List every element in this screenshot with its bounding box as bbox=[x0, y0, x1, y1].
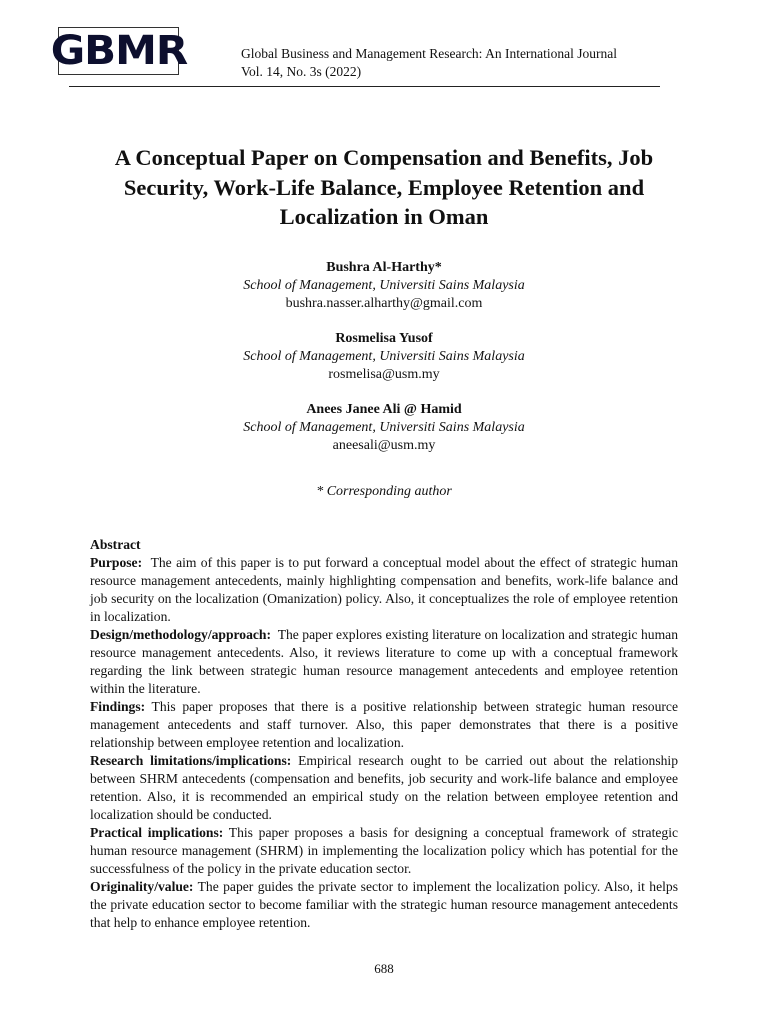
journal-header bbox=[241, 45, 617, 81]
journal-name: Global Business and Management Research: An International Journal bbox=[241, 46, 618, 61]
author-block bbox=[84, 330, 684, 384]
author-email: rosmelisa@usm.my bbox=[328, 367, 440, 382]
abstract-originality bbox=[90, 878, 678, 932]
section-text: The paper explores existing literature on localization and strategic human resource management antecedents. Also, it reviews literature to come up with a conceptual framework regarding the link between strategic human resource management antecedents and employee retention within the literature. bbox=[90, 627, 678, 696]
logo-text: GBMR bbox=[50, 28, 187, 74]
author-name: Rosmelisa Yusof bbox=[335, 331, 433, 346]
author-email: aneesali@usm.my bbox=[332, 438, 436, 453]
author-affiliation: School of Management, Universiti Sains Malaysia bbox=[243, 278, 525, 293]
section-text: This paper proposes a basis for designing a conceptual framework of strategic human resource management (SHRM) in implementing the localization policy which has potential for the successfulness of the policy in the private education sector. bbox=[90, 825, 679, 876]
author-affiliation: School of Management, Universiti Sains Malaysia bbox=[243, 420, 525, 435]
author-list bbox=[84, 259, 684, 472]
author-name: Anees Janee Ali @ Hamid bbox=[306, 402, 462, 417]
corresponding-author-note: * Corresponding author bbox=[316, 484, 452, 499]
section-text: Empirical research ought to be carried out about the relationship between SHRM antecedents (compensation and benefits, job security and work-life balance and employee retention. Also, it is recommended an empirical study on the relation between employee retention and localization should be conducted. bbox=[90, 753, 678, 822]
abstract-limitations bbox=[90, 752, 678, 824]
journal-volume: Vol. 14, No. 3s (2022) bbox=[241, 64, 362, 79]
abstract-purpose bbox=[90, 554, 678, 626]
author-affiliation: School of Management, Universiti Sains Malaysia bbox=[243, 349, 525, 364]
author-block bbox=[84, 401, 684, 455]
section-text: The paper guides the private sector to implement the localization policy. Also, it helps the private education sector to become familiar with the strategic human resource management antecedents that help to enhance employee retention. bbox=[90, 879, 678, 930]
abstract-findings bbox=[90, 698, 678, 752]
section-label: Research limitations/implications: bbox=[90, 753, 292, 768]
abstract-heading: Abstract bbox=[90, 537, 141, 552]
abstract-design bbox=[90, 626, 678, 698]
section-label: Purpose: bbox=[90, 555, 143, 570]
journal-logo bbox=[50, 27, 187, 75]
section-text: The aim of this paper is to put forward a conceptual model about the effect of strategic human resource management antecedents, mainly highlighting compensation and benefits, work-life balance and job security on the localization (Omanization) policy. Also, it conceptualizes the role of employee retention in localization. bbox=[90, 555, 678, 624]
section-label: Design/methodology/approach: bbox=[90, 627, 272, 642]
paper-title: A Conceptual Paper on Compensation and Benefits, Job Security, Work-Life Balance, Employee Retention and Localization in Oman bbox=[114, 145, 654, 229]
author-name: Bushra Al-Harthy* bbox=[326, 260, 442, 275]
abstract-practical bbox=[90, 824, 678, 878]
author-email: bushra.nasser.alharthy@gmail.com bbox=[285, 296, 483, 311]
section-label: Originality/value: bbox=[90, 879, 194, 894]
abstract bbox=[90, 536, 678, 932]
section-label: Findings: bbox=[90, 699, 146, 714]
section-text: This paper proposes that there is a positive relationship between strategic human resource management antecedents and staff turnover. Also, this paper demonstrates that there is a positive relationship between employee retention and localization. bbox=[90, 699, 678, 750]
author-block bbox=[84, 259, 684, 313]
header-divider bbox=[69, 86, 660, 87]
section-label: Practical implications: bbox=[90, 825, 224, 840]
page-number: 688 bbox=[374, 961, 394, 976]
